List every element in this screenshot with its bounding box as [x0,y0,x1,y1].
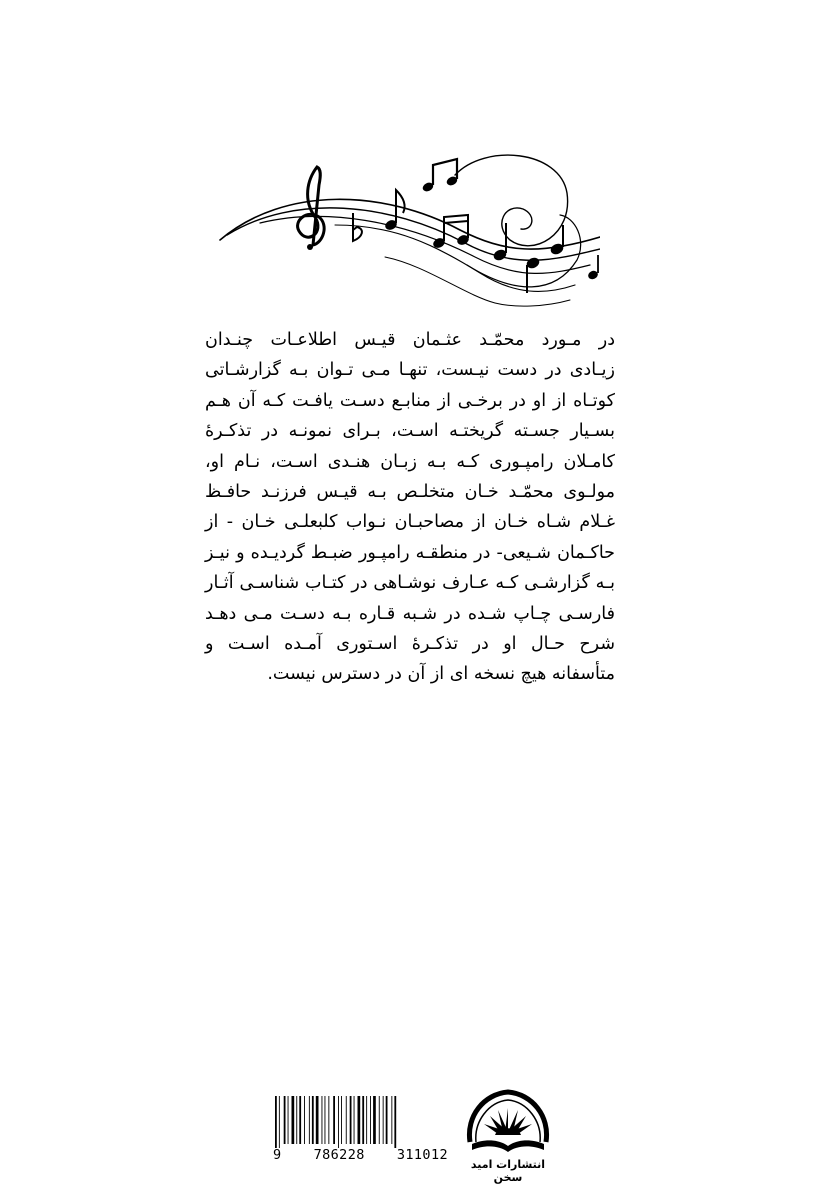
barcode-bar [275,1096,277,1148]
barcode-bar [383,1096,384,1144]
text-line: شرح حـال او در تذکـرۀ اسـتوری آمـده اسـت و [205,634,615,655]
barcode-bar [358,1096,361,1144]
barcode-bar [391,1096,392,1144]
barcode-bar [338,1096,339,1148]
text-line: متأسفانه هیچ نسخه ای از آن در دسترس نیست. [267,664,615,685]
barcode-bar [296,1096,297,1144]
barcode-bar [316,1096,319,1144]
barcode-bar [304,1096,305,1144]
barcode-bar [288,1096,289,1144]
barcode-bar [299,1096,301,1144]
barcode-bar [333,1096,335,1144]
barcode-bar [312,1096,314,1144]
text-line: در مـورد محمّـد عثـمان قیـس اطلاعـات چنـدان [205,330,615,350]
barcode-bar [379,1096,380,1144]
barcode-bar [346,1096,347,1144]
isbn-group-2: 311012 [396,1147,448,1163]
barcode-bar [362,1096,364,1144]
barcode-bar [370,1096,371,1144]
text-line: کامـلان رامپـوری کـه بـه زبـان هنـدی اسـت، نـام او، [205,451,615,472]
text-line: مولـوی محمّـد خـان متخلـص بـه قیـس فرزنـد حافـظ [205,482,615,503]
barcode-icon [273,1096,448,1148]
text-line: زیـادی در دست نیـست، تنهـا مـی تـوان بـه گزارشـاتی [205,360,615,381]
barcode-bar [354,1096,355,1144]
barcode-bar [325,1096,326,1144]
text-line: حاکـمان شـیعی- در منطقـه رامپـور ضبـط گردیـده و نیـز [205,542,615,563]
barcode-bar [328,1096,329,1144]
music-notes-staff-icon [215,145,600,320]
barcode-bar [279,1096,280,1148]
barcode-bar [373,1096,376,1144]
isbn-group-1: 786228 [313,1147,365,1163]
barcode-bar [366,1096,367,1144]
text-line: فارسـی چـاپ شـده در شـبه قـاره بـه دسـت مـی دهـد [205,603,615,624]
barcode-bar [394,1096,396,1148]
isbn-prefix: 9 [273,1147,282,1163]
body-paragraph [205,325,615,690]
barcode-bar [322,1096,323,1144]
text-line: بسـیار جسـته گریختـه اسـت، بـرای نمونـه در تذکـرۀ [205,421,615,442]
barcode-bar [341,1096,342,1144]
text-line: کوتـاه از او در برخـی از منابـع دسـت یافـت کـه آن هـم [205,390,615,411]
text-line: بـه گزارشـی کـه عـارف نوشـاهی در کتـاب شناسـی آثـار [205,573,615,594]
barcode-bar [350,1096,352,1144]
barcode-bar [292,1096,295,1144]
text-line: غـلام شـاه خـان از مصاحبـان نـواب کلبعلـی خـان - از [205,512,615,533]
isbn-number [273,1147,448,1163]
publisher-name: انتشارات امید سخن [470,1158,546,1184]
barcode-bar [309,1096,310,1144]
isbn-barcode [273,1096,448,1164]
barcode-bar [284,1096,286,1144]
barcode-bar [386,1096,388,1144]
